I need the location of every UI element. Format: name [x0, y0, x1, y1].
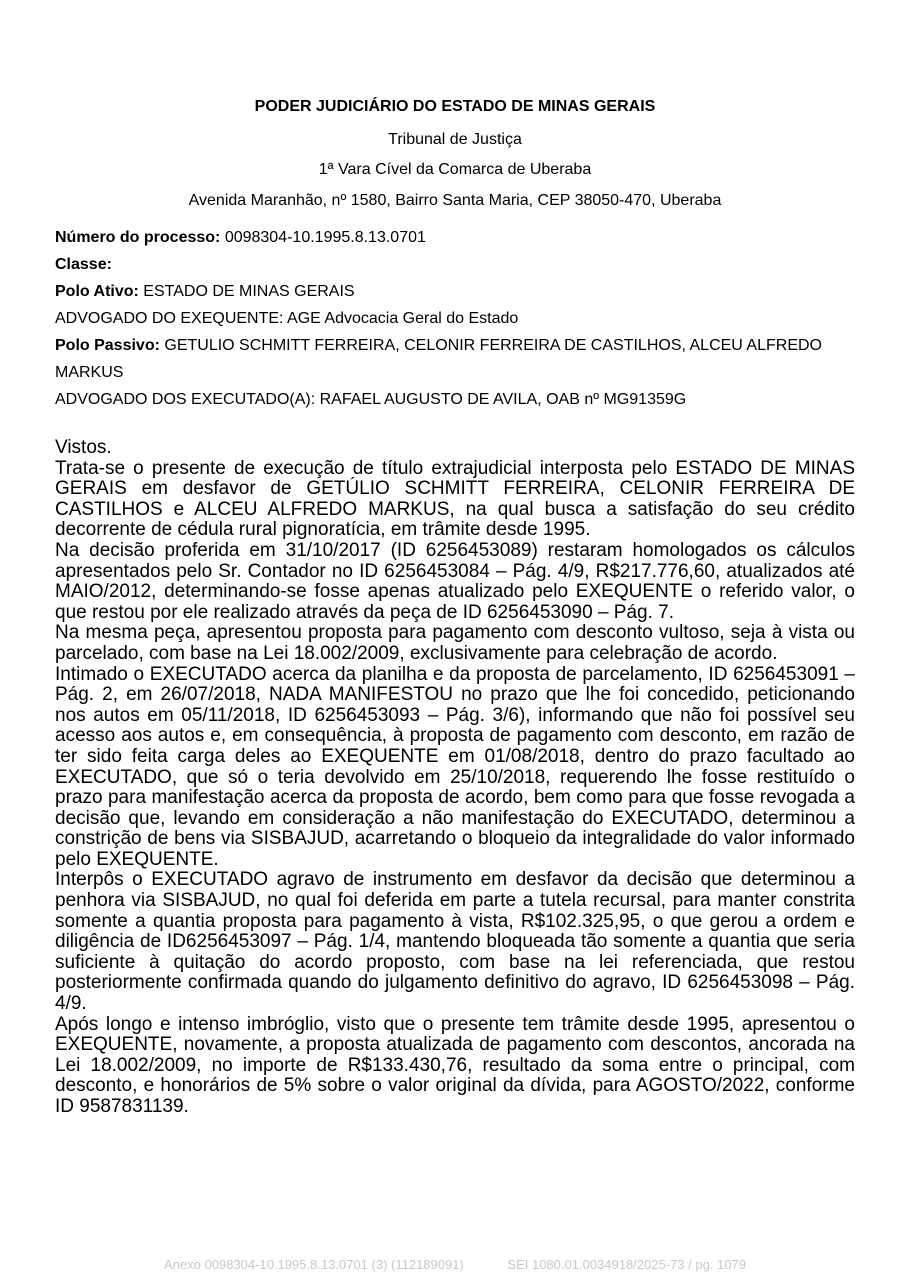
plaintiff-lawyer: ADVOGADO DO EXEQUENTE: AGE Advocacia Geral do Estado	[55, 310, 519, 327]
active-party-value: ESTADO DE MINAS GERAIS	[143, 283, 355, 300]
paragraph-vistos: Vistos.	[55, 437, 112, 458]
court-heading: PODER JUDICIÁRIO DO ESTADO DE MINAS GERAIS	[254, 98, 656, 115]
vara-line: 1ª Vara Cível da Comarca de Uberaba	[318, 161, 592, 178]
passive-party-value: GETULIO SCHMITT FERREIRA, CELONIR FERREIRA DE CASTILHOS, ALCEU ALFREDO MARKUS	[55, 337, 822, 381]
process-number	[55, 224, 855, 251]
passive-party-label: Polo Passivo:	[55, 337, 160, 354]
active-party	[55, 278, 855, 305]
address-line: Avenida Maranhão, nº 1580, Bairro Santa Maria, CEP 38050-470, Uberaba	[188, 192, 722, 209]
defendant-lawyer: ADVOGADO DOS EXECUTADO(A): RAFAEL AUGUSTO DE AVILA, OAB nº MG91359G	[55, 391, 687, 408]
footer-annex: Anexo 0098304-10.1995.8.13.0701 (3) (112189091)	[164, 1257, 464, 1272]
footer-sei: SEI 1080.01.0034918/2025-73 / pg. 1079	[507, 1257, 746, 1272]
paragraph-2: Na decisão proferida em 31/10/2017 (ID 6256453089) restaram homologados os cálculos apresentados pelo Sr. Contador no ID 6256453084 – Pág. 4/9, R$217.776,60, atualizados até MAIO/2012, determinando-se fosse apenas atualizado pelo EXEQUENTE o referido valor, o que restou por ele realizado através da peça de ID 6256453090 – Pág. 7.	[55, 539, 855, 623]
paragraph-3: Na mesma peça, apresentou proposta para pagamento com desconto vultoso, seja à vista ou parcelado, com base na Lei 18.002/2009, exclusivamente para celebração de acordo.	[55, 622, 855, 664]
paragraph-5: Interpôs o EXECUTADO agravo de instrumento em desfavor da decisão que determinou a penhora via SISBAJUD, no qual foi deferida em parte a tutela recursal, para manter constrita somente a quantia proposta para pagamento à vista, R$102.325,95, o que gerou a ordem e diligência de ID6256453097 – Pág. 1/4, mantendo bloqueada tão somente a quantia que seria suficiente à quitação do acordo proposto, com base na lei referenciada, que restou posteriormente confirmada quando do julgamento definitivo do agravo, ID 6256453098 – Pág. 4/9.	[55, 869, 855, 1015]
process-number-label: Número do processo:	[55, 229, 221, 246]
paragraph-4: Intimado o EXECUTADO acerca da planilha e da proposta de parcelamento, ID 6256453091 – Pág. 2, em 26/07/2018, NADA MANIFESTOU no prazo que lhe foi concedido, peticionando nos autos em 05/11/2018, ID 6256453093 – Pág. 3/6), informando que não foi possível seu acesso aos autos e, em consequência, à proposta de pagamento com desconto, em razão de ter sido feita carga deles ao EXEQUENTE em 01/08/2018, dentro do prazo facultado ao EXECUTADO, que só o teria devolvido em 25/10/2018, requerendo lhe fosse restituído o prazo para manifestação acerca da proposta de acordo, bem como para que fosse revogada a decisão que, levando em consideração a não manifestação do EXECUTADO, determinou a constrição de bens via SISBAJUD, acarretando o bloqueio da integralidade do valor informado pelo EXEQUENTE.	[55, 663, 855, 870]
case-class	[55, 251, 855, 278]
active-party-label: Polo Ativo:	[55, 283, 139, 300]
paragraph-6: Após longo e intenso imbróglio, visto que o presente tem trâmite desde 1995, apresentou o EXEQUENTE, novamente, a proposta atualizada de pagamento com descontos, ancorada na Lei 18.002/2009, no importe de R$133.430,76, resultado da soma entre o principal, com desconto, e honorários de 5% sobre o valor original da dívida, para AGOSTO/2022, conforme ID 9587831139.	[55, 1013, 855, 1117]
tribunal-line: Tribunal de Justiça	[388, 131, 522, 148]
process-number-value: 0098304-10.1995.8.13.0701	[224, 229, 426, 246]
paragraph-1: Trata-se o presente de execução de título extrajudicial interposta pelo ESTADO DE MINAS GERAIS em desfavor de GETÚLIO SCHMITT FERREIRA, CELONIR FERREIRA DE CASTILHOS e ALCEU ALFREDO MARKUS, na qual busca a satisfação do seu crédito decorrente de cédula rural pignoratícia, em trâmite desde 1995.	[55, 457, 855, 541]
case-class-label: Classe:	[55, 256, 112, 273]
page-footer	[0, 1257, 910, 1272]
decision-body	[55, 438, 855, 1118]
passive-party	[55, 332, 855, 386]
